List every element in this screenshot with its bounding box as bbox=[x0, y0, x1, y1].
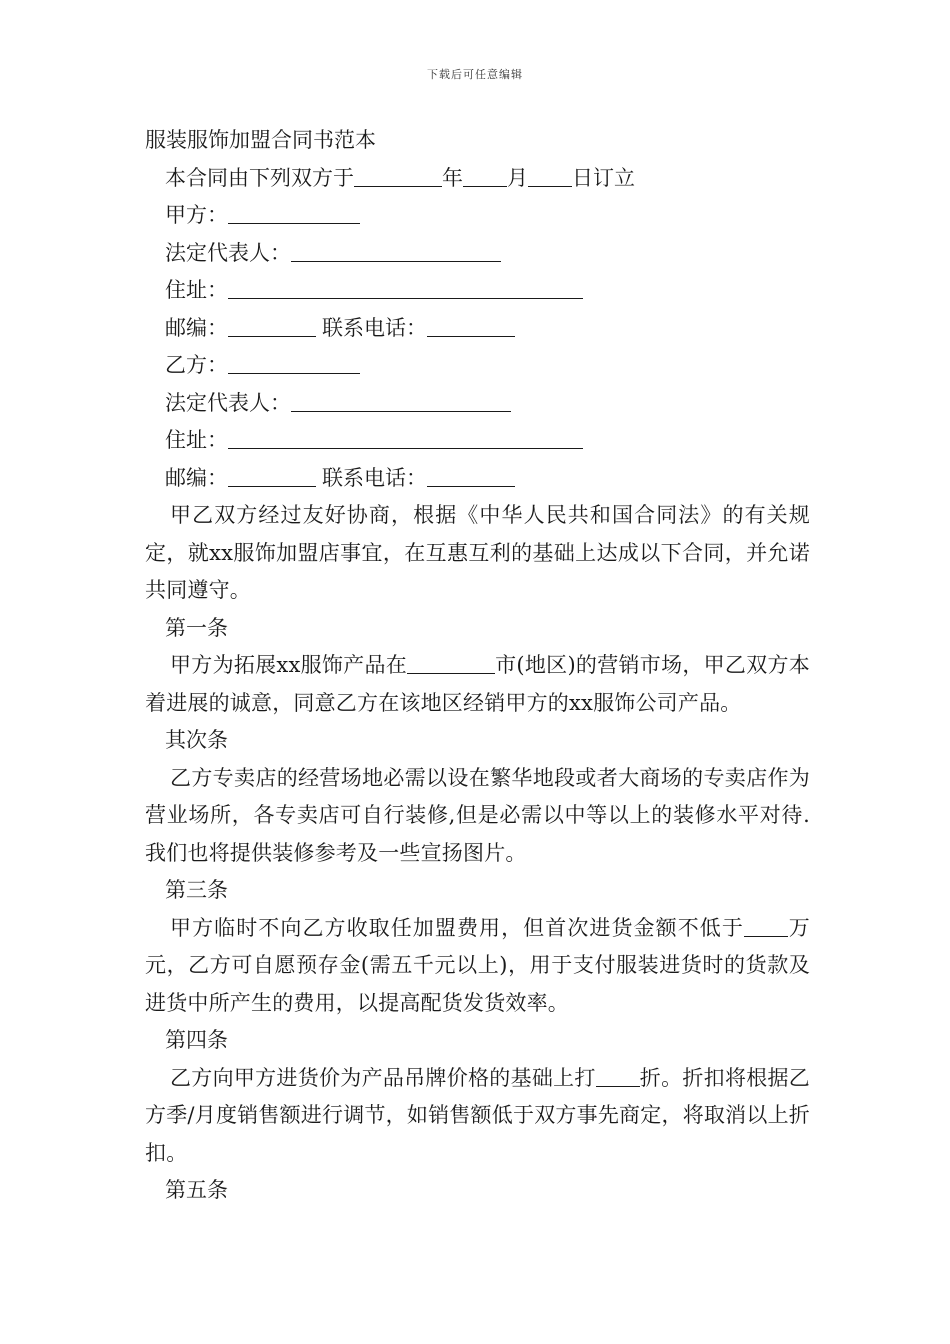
party-b-postcode-blank bbox=[228, 466, 316, 487]
article-4-paragraph bbox=[145, 1060, 810, 1173]
article-3-paragraph bbox=[145, 910, 810, 1023]
party-b-postcode-label: 邮编： bbox=[165, 465, 228, 490]
party-a-label: 甲方： bbox=[165, 203, 228, 227]
party-a-contact-line bbox=[145, 310, 810, 348]
article-1-paragraph bbox=[145, 647, 810, 722]
party-a-line bbox=[145, 197, 810, 235]
party-a-rep-label: 法定代表人： bbox=[165, 240, 291, 265]
article-1-heading: 第一条 bbox=[165, 615, 228, 640]
date-month-blank bbox=[463, 166, 507, 187]
party-b-blank bbox=[228, 353, 360, 374]
header-note: 下载后可任意编辑 bbox=[427, 68, 523, 81]
party-b-rep-line bbox=[145, 385, 810, 423]
party-b-line bbox=[145, 347, 810, 385]
party-a-phone-blank bbox=[427, 316, 515, 337]
party-a-blank bbox=[228, 203, 360, 224]
party-a-postcode-label: 邮编： bbox=[165, 315, 228, 340]
party-b-rep-label: 法定代表人： bbox=[165, 390, 291, 415]
intro-month: 月 bbox=[507, 165, 528, 190]
document-title: 服装服饰加盟合同书范本 bbox=[145, 128, 376, 152]
article-2-paragraph: 乙方专卖店的经营场地必需以设在繁华地段或者大商场的专卖店作为营业场所，各专卖店可自行装修,但是必需以中等以上的装修水平对待.我们也将提供装修参考及一些宣扬图片。 bbox=[145, 765, 810, 865]
article-3-text-after: 万元，乙方可自愿预存金(需五千元以上)，用于支付服装进货时的货款及进货中所产生的费用，以提高配货发货效率。 bbox=[145, 915, 810, 1015]
party-a-postcode-blank bbox=[228, 316, 316, 337]
article-3-heading: 第三条 bbox=[165, 878, 228, 902]
party-b-address-blank bbox=[228, 428, 583, 449]
party-b-address-label: 住址： bbox=[165, 428, 228, 452]
contract-body bbox=[145, 122, 810, 1210]
party-a-address-line bbox=[145, 272, 810, 310]
article-5-heading: 第五条 bbox=[165, 1178, 228, 1202]
preamble-paragraph: 甲乙双方经过友好协商，根据《中华人民共和国合同法》的有关规定，就xx服饰加盟店事宜，在互惠互利的基础上达成以下合同，并允诺共同遵守。 bbox=[145, 503, 810, 602]
intro-line bbox=[145, 160, 810, 198]
party-b-rep-blank bbox=[291, 391, 511, 412]
article-1-text-before: 甲方为拓展xx服饰产品在 bbox=[170, 653, 408, 677]
party-b-phone-label: 联系电话： bbox=[322, 465, 427, 490]
article-2-heading: 其次条 bbox=[165, 728, 228, 752]
article-4-text-after: 折。折扣将根据乙方季/月度销售额进行调节，如销售额低于双方事先商定，将取消以上折扣。 bbox=[145, 1065, 811, 1165]
intro-year: 年 bbox=[442, 165, 463, 190]
party-a-rep-line bbox=[145, 235, 810, 273]
article-4-discount-blank bbox=[596, 1066, 640, 1087]
intro-prefix: 本合同由下列双方于 bbox=[165, 165, 354, 190]
article-3-text-before: 甲方临时不向乙方收取任加盟费用，但首次进货金额不低于 bbox=[170, 915, 744, 940]
article-1-text-after: 市(地区)的营销市场，甲乙双方本着进展的诚意，同意乙方在该地区经销甲方的xx服饰公司产品。 bbox=[145, 653, 810, 715]
party-b-contact-line bbox=[145, 460, 810, 498]
article-3-amount-blank bbox=[744, 916, 788, 937]
intro-day: 日订立 bbox=[572, 165, 635, 190]
party-a-phone-label: 联系电话： bbox=[322, 315, 427, 340]
article-4-heading: 第四条 bbox=[165, 1028, 228, 1052]
article-1-city-blank bbox=[407, 653, 495, 674]
party-b-label: 乙方： bbox=[165, 353, 228, 377]
party-a-address-blank bbox=[228, 278, 583, 299]
party-a-address-label: 住址： bbox=[165, 278, 228, 302]
party-a-rep-blank bbox=[291, 241, 501, 262]
party-b-phone-blank bbox=[427, 466, 515, 487]
article-4-text-before: 乙方向甲方进货价为产品吊牌价格的基础上打 bbox=[170, 1065, 596, 1090]
date-year-blank bbox=[354, 166, 442, 187]
party-b-address-line bbox=[145, 422, 810, 460]
date-day-blank bbox=[528, 166, 572, 187]
